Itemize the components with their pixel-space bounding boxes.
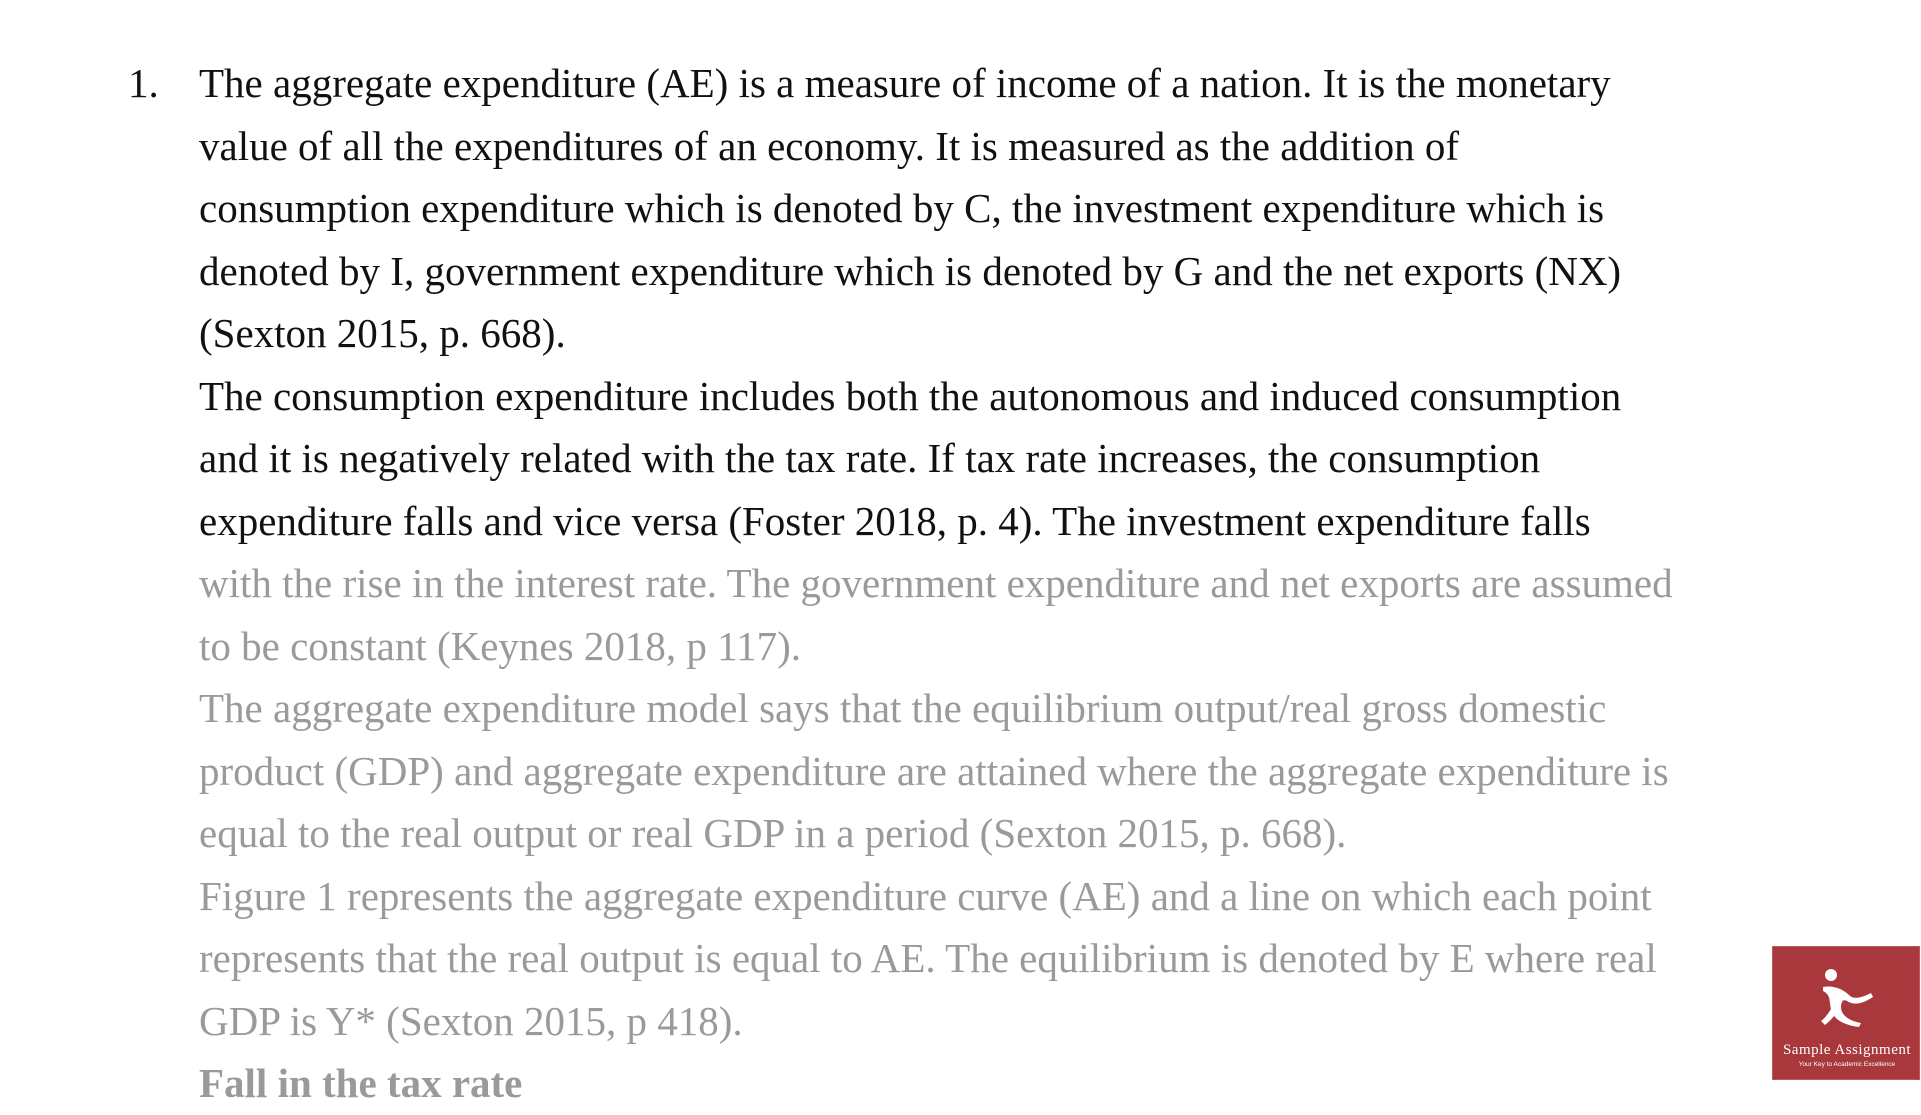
text-line: The consumption expenditure includes both the autonomous and induced consumption xyxy=(199,372,1622,419)
logo-tagline: Your Key to Academic Excellence xyxy=(1798,1061,1896,1068)
text-line: Figure 1 represents the aggregate expenditure curve (AE) and a line on which each point xyxy=(199,872,1652,919)
logo-name: Sample Assignment xyxy=(1782,1042,1912,1058)
document-body xyxy=(199,52,1919,1115)
text-line: consumption expenditure which is denoted by C, the investment expenditure which is xyxy=(199,185,1605,231)
list-number: 1. xyxy=(128,60,159,106)
text-line: and it is negatively related with the tax rate. If tax rate increases, the consumption xyxy=(199,435,1541,481)
logo-watermark xyxy=(1772,946,1920,1080)
text-line: (Sexton 2015, p. 668). xyxy=(199,310,566,356)
text-line: expenditure falls and vice versa (Foster 2018, p. 4). The investment expenditure falls xyxy=(199,497,1591,544)
text-line: equal to the real output or real GDP in a period (Sexton 2015, p. 668). xyxy=(199,810,1347,856)
text-line: The aggregate expenditure model says that the equilibrium output/real gross domestic xyxy=(199,685,1607,731)
figure-icon xyxy=(1813,965,1881,1037)
text-line: product (GDP) and aggregate expenditure are attained where the aggregate expenditure is xyxy=(199,747,1669,794)
section-heading: Fall in the tax rate xyxy=(199,1060,523,1106)
text-line: The aggregate expenditure (AE) is a measure of income of a nation. It is the monetary xyxy=(199,60,1611,106)
text-line: value of all the expenditures of an economy. It is measured as the addition of xyxy=(199,122,1459,169)
text-line: represents that the real output is equal to AE. The equilibrium is denoted by E where real xyxy=(199,935,1657,981)
text-line: with the rise in the interest rate. The government expenditure and net exports are assumed xyxy=(199,560,1673,606)
text-line: to be constant (Keynes 2018, p 117). xyxy=(199,622,801,669)
text-line: denoted by I, government expenditure which is denoted by G and the net exports (NX) xyxy=(199,247,1622,294)
text-line: GDP is Y* (Sexton 2015, p 418). xyxy=(199,997,743,1044)
